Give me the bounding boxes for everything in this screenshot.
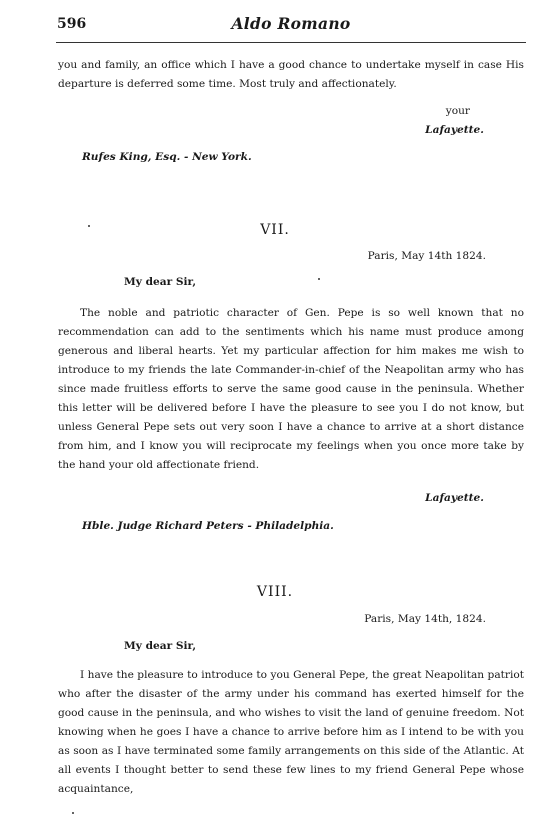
recipient-vii: Hble. Judge Richard Peters - Philadelphia. xyxy=(82,520,334,532)
page-number: 596 xyxy=(57,16,87,32)
ink-speck xyxy=(72,812,74,814)
ink-speck xyxy=(318,278,320,280)
signature-vii: Lafayette. xyxy=(425,492,484,504)
previous-letter-closing: you and family, an office which I have a good chance to undertake myself in case His departure is deferred some time. Most truly and affectionately. xyxy=(58,59,524,90)
letter-body-viii: I have the pleasure to introduce to you General Pepe, the great Neapolitan patriot who after the disaster of the army under his command has exerted himself for the good cause in the peninsula, and who wishes to visit the land of genuine freedom. Not knowing when he goes I have a chance to arrive before him as I intend to be with you as soon as I have terminated some family arrangements on this side of the Atlantic. At all events I thought better to send these few lines to my friend General Pepe whose acquaintance, xyxy=(58,669,524,795)
letter-numeral-viii: VIII. xyxy=(256,584,294,600)
dateline-viii: Paris, May 14th, 1824. xyxy=(364,613,486,625)
header-rule xyxy=(56,42,526,43)
signature-previous: Lafayette. xyxy=(425,124,484,136)
running-title: Aldo Romano xyxy=(231,14,351,33)
letter-numeral-vii: VII. xyxy=(260,222,290,238)
valediction: your xyxy=(445,105,470,117)
salutation-vii: My dear Sir, xyxy=(124,276,197,288)
letter-body-vii: The noble and patriotic character of Gen. Pepe is so well known that no recommendation can add to the sentiments which his name must produce among generous and liberal hearts. Yet my particular affection for him makes me wish to introduce to my friends the late Commander-in-chief of the Neapolitan army who has since made fruitless efforts to serve the same good cause in the peninsula. Whether this letter will be delivered before I have the pleasure to see you I do not know, but unless General Pepe sets out very soon I have a chance to arrive at a short distance from him, and I know you will reciprocate my feelings when you once more take by the hand your old affectionate friend. xyxy=(58,307,524,471)
page-header xyxy=(57,14,525,38)
recipient-previous: Rufes King, Esq. - New York. xyxy=(82,151,252,163)
dateline-vii: Paris, May 14th 1824. xyxy=(367,250,486,262)
salutation-viii: My dear Sir, xyxy=(124,640,197,652)
